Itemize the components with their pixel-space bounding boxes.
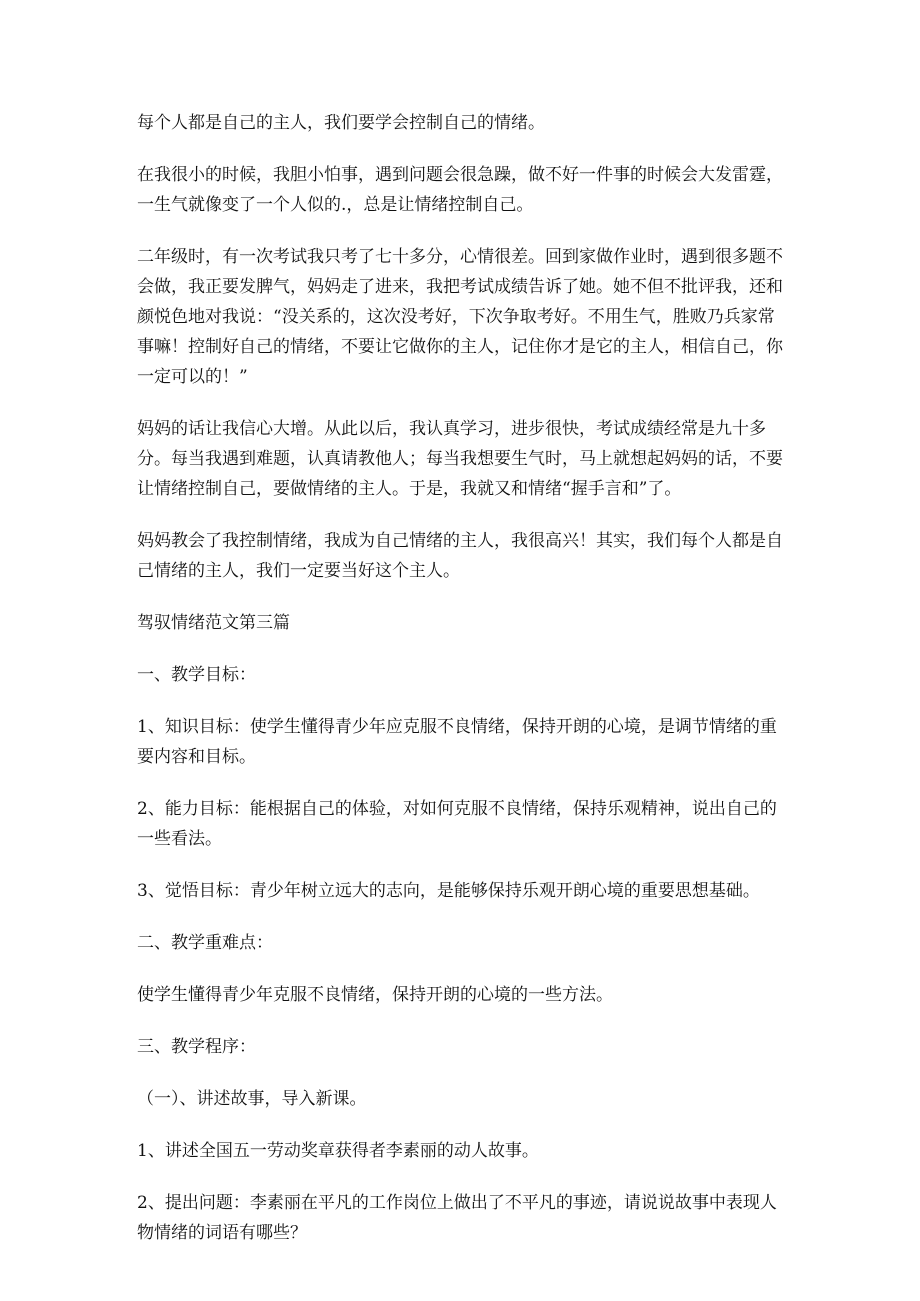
procedure-item-story: 1、讲述全国五一劳动奖章获得者李素丽的动人故事。 (137, 1141, 539, 1161)
goal-knowledge: 1、知识目标：使学生懂得青少年应克服不良情绪，保持开朗的心境，是调节情绪的重要内容和目标。 (137, 717, 777, 767)
paragraph-intro: 每个人都是自己的主人，我们要学会控制自己的情绪。 (137, 113, 545, 133)
paragraph-confidence: 妈妈的话让我信心大增。从此以后，我认真学习，进步很快，考试成绩经常是九十多分。每当我遇到难题，认真请教他人；每当我想要生气时，马上就想起妈妈的话，不要让情绪控制自己，要做情绪的主人。于是，我就又和情绪“握手言和”了。 (137, 419, 783, 499)
key-points-text: 使学生懂得青少年克服不良情绪，保持开朗的心境的一些方法。 (137, 985, 613, 1005)
heading-teaching-procedure: 三、教学程序： (137, 1037, 256, 1057)
paragraph-conclusion: 妈妈教会了我控制情绪，我成为自己情绪的主人，我很高兴！其实，我们每个人都是自己情绪的主人，我们一定要当好这个主人。 (137, 531, 783, 581)
procedure-step-one: （一）、讲述故事，导入新课。 (137, 1089, 367, 1109)
heading-key-points: 二、教学重难点： (137, 933, 273, 953)
goal-awareness: 3、觉悟目标：青少年树立远大的志向，是能够保持乐观开朗心境的重要思想基础。 (137, 881, 760, 901)
paragraph-childhood: 在我很小的时候，我胆小怕事，遇到问题会很急躁，做不好一件事的时候会大发雷霆，一生气就像变了一个人似的.，总是让情绪控制自己。 (137, 165, 783, 215)
procedure-item-question: 2、提出问题：李素丽在平凡的工作岗位上做出了不平凡的事迹，请说说故事中表现人物情绪的词语有哪些？ (137, 1193, 777, 1243)
paragraph-second-grade: 二年级时，有一次考试我只考了七十多分，心情很差。回到家做作业时，遇到很多题不会做，我正要发脾气，妈妈走了进来，我把考试成绩告诉了她。她不但不批评我，还和颜悦色地对我说：“没关系的，这次没考好，下次争取考好。不用生气，胜败乃兵家常事嘛！控制好自己的情绪，不要让它做你的主人，记住你才是它的主人，相信自己，你一定可以的！” (137, 247, 783, 387)
heading-teaching-goals: 一、教学目标： (137, 665, 256, 685)
section-title: 驾驭情绪范文第三篇 (137, 613, 290, 633)
goal-ability: 2、能力目标：能根据自己的体验，对如何克服不良情绪，保持乐观精神，说出自己的一些看法。 (137, 799, 777, 849)
document-body (137, 108, 787, 1270)
